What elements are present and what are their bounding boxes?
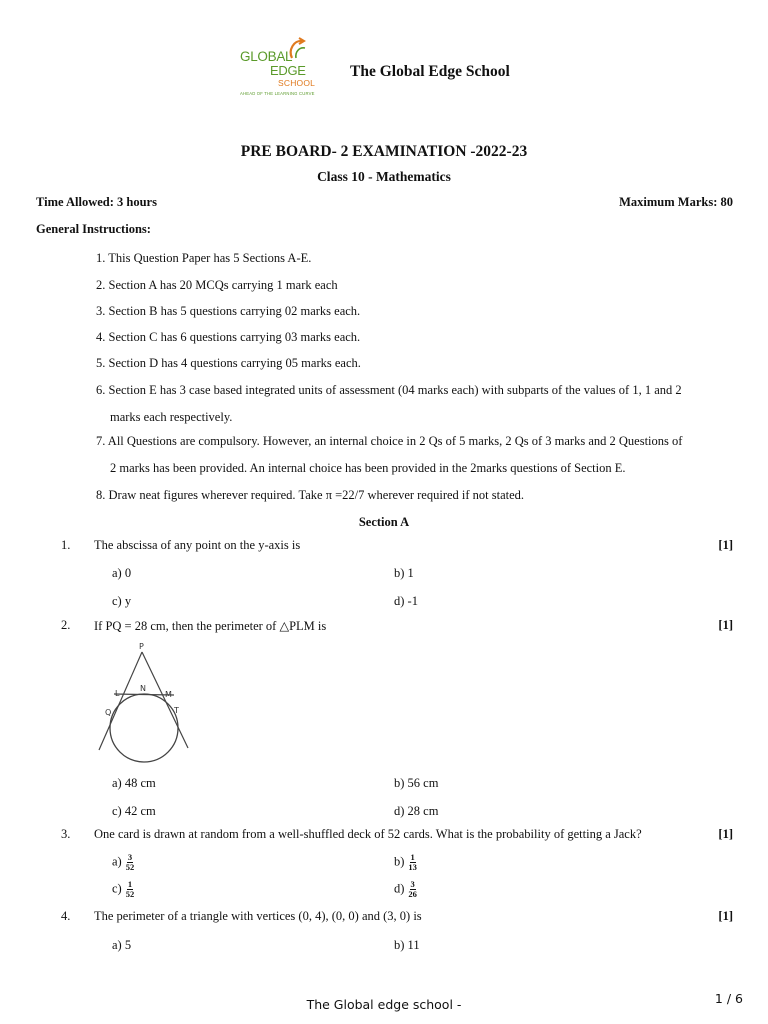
fraction (125, 853, 136, 872)
option-a: a) 48 cm (112, 776, 156, 790)
fraction-denominator: 26 (408, 889, 417, 899)
page-footer: The Global edge school - (306, 997, 462, 1012)
fraction-numerator: 3 (127, 852, 133, 862)
tangent-circle-figure (96, 640, 196, 765)
option-label: c) (112, 881, 122, 896)
school-name: The Global Edge School (350, 63, 510, 80)
fraction-denominator: 52 (125, 889, 135, 899)
question-number: 3. (61, 827, 71, 841)
class-title: Class 10 - Mathematics (317, 169, 451, 184)
fraction-numerator: 1 (127, 879, 133, 889)
option-label: d) (394, 881, 405, 896)
question-number: 4. (61, 909, 71, 923)
fraction-denominator: 52 (125, 862, 135, 872)
page-number: 1 / 6 (714, 991, 743, 1006)
instruction-item: 4. Section C has 6 questions carrying 03 marks each. (96, 330, 361, 344)
question-text: One card is drawn at random from a well-shuffled deck of 52 cards. What is the probability of getting a Jack? (94, 827, 642, 841)
instruction-item-continued: marks each respectively. (110, 410, 233, 424)
instruction-item: 3. Section B has 5 questions carrying 02 marks each. (96, 304, 361, 318)
option-c: c) y (112, 594, 132, 608)
option-b (394, 853, 418, 872)
figure-circle (110, 694, 178, 762)
figure-label-n: N (140, 684, 146, 693)
question-mark: [1] (718, 827, 733, 841)
instruction-item: 6. Section E has 3 case based integrated units of assessment (04 marks each) with subparts of the values of 1, 1 and 2 (96, 383, 682, 397)
question-mark: [1] (718, 909, 733, 923)
figure-tangent-right (142, 652, 188, 748)
option-b: b) 56 cm (394, 776, 439, 790)
instruction-item: 7. All Questions are compulsory. However, an internal choice in 2 Qs of 5 marks, 2 Qs of 3 marks and 2 Questions of (96, 434, 683, 448)
option-a: a) 5 (112, 938, 132, 952)
fraction (407, 853, 418, 872)
instruction-item: 5. Section D has 4 questions carrying 05 marks each. (96, 356, 361, 370)
fraction (407, 880, 418, 899)
fraction-numerator: 3 (410, 879, 415, 889)
question-number: 1. (61, 538, 71, 552)
general-instructions-heading: General Instructions: (36, 222, 151, 236)
option-b: b) 11 (394, 938, 420, 952)
figure-label-m: M (165, 690, 172, 699)
option-d (394, 880, 418, 899)
maximum-marks: Maximum Marks: 80 (619, 195, 733, 209)
option-a (112, 853, 135, 872)
fraction-numerator: 1 (410, 852, 415, 862)
question-mark: [1] (718, 538, 733, 552)
question-text: If PQ = 28 cm, then the perimeter of △PLM is (94, 619, 327, 633)
time-allowed: Time Allowed: 3 hours (36, 195, 157, 209)
figure-label-t: T (174, 706, 179, 715)
option-c: c) 42 cm (112, 804, 156, 818)
section-title: Section A (358, 515, 410, 529)
figure-label-q: Q (105, 708, 112, 717)
question-text: The abscissa of any point on the y-axis is (94, 538, 301, 552)
question-number: 2. (61, 618, 71, 632)
figure-tangent-left (99, 652, 142, 750)
exam-title: PRE BOARD- 2 EXAMINATION -2022-23 (240, 143, 528, 160)
instruction-item-continued: 2 marks has been provided. An internal choice has been provided in the 2marks questions of Section E. (110, 461, 626, 475)
option-label: a) (112, 854, 122, 869)
option-d: d) 28 cm (394, 804, 439, 818)
option-b: b) 1 (394, 566, 414, 580)
instruction-item: 8. Draw neat figures wherever required. Take π =22/7 wherever required if not stated. (96, 488, 525, 502)
option-label: b) (394, 854, 405, 869)
logo-text-school: SCHOOL (278, 78, 316, 88)
fraction (125, 880, 136, 899)
logo-text-global: GLOBAL (240, 49, 293, 64)
fraction-denominator: 13 (408, 862, 417, 872)
logo-text-edge: EDGE (270, 63, 306, 78)
instruction-item: 1. This Question Paper has 5 Sections A-E. (96, 251, 312, 265)
figure-label-p: P (139, 642, 144, 651)
option-c (112, 880, 135, 899)
figure-label-l: L (115, 689, 120, 698)
instruction-item: 2. Section A has 20 MCQs carrying 1 mark each (96, 278, 338, 292)
option-a: a) 0 (112, 566, 132, 580)
question-text: The perimeter of a triangle with vertices (0, 4), (0, 0) and (3, 0) is (94, 909, 422, 923)
question-mark: [1] (718, 618, 733, 632)
logo-tagline: AHEAD OF THE LEARNING CURVE (240, 91, 315, 96)
option-d: d) -1 (394, 594, 418, 608)
school-logo (238, 36, 318, 100)
